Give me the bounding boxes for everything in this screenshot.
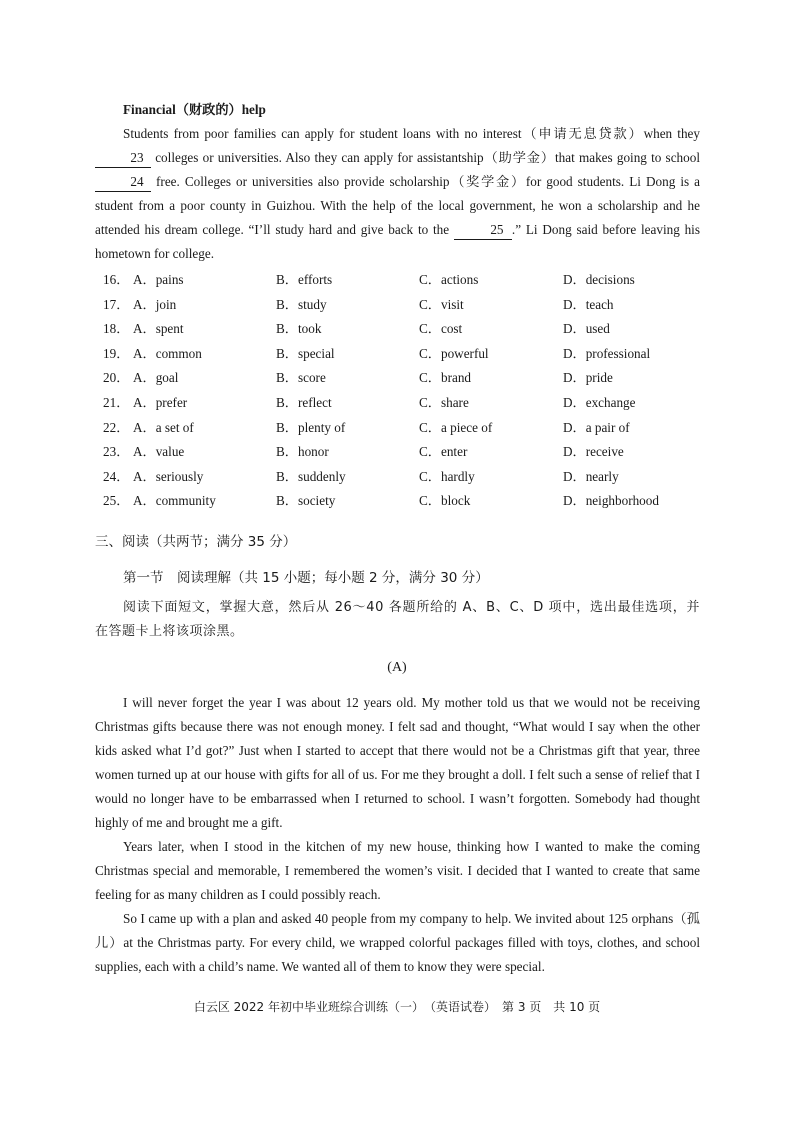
financial-paragraph xyxy=(95,122,700,266)
option-c: C．powerful xyxy=(419,345,489,361)
option-d: D．receive xyxy=(563,444,624,460)
option-d: D．a pair of xyxy=(563,419,630,435)
question-number: 24． xyxy=(103,468,130,484)
option-d: D．used xyxy=(563,321,610,337)
option-row xyxy=(103,268,703,293)
option-b: B．special xyxy=(276,345,335,361)
financial-text-2: colleges or universities. Also they can apply for assistantship（助学金）that makes going to school xyxy=(155,150,700,165)
blank-25: 25 xyxy=(454,221,512,240)
passage-paragraph: I will never forget the year I was about 12 years old. My mother told us that we would not be receiving Christmas gifts because there was not enough money. I felt sad and thought, “What would I say when the other kids asked what I’d got?” Just when I started to accept that there would not be a Christmas gift that year, three women turned up at our house with gifts for all of us. For me they brought a doll. I felt such a sense of relief that I would no longer have to be embarrassed when I returned to school. I wasn’t forgotten. Somebody had thought highly of me and brought me a gift. xyxy=(95,695,700,830)
question-number: 18． xyxy=(103,321,130,337)
option-c: C．share xyxy=(419,394,469,410)
passage-paragraph: Years later, when I stood in the kitchen of my new house, thinking how I wanted to make the coming Christmas special and memorable, I remembered the women’s visit. I decided that I wanted to create that same feeling for as many children as I could possibly reach. xyxy=(95,839,700,902)
option-d: D．exchange xyxy=(563,394,636,410)
option-d: D．neighborhood xyxy=(563,493,659,509)
option-a: A．prefer xyxy=(133,394,188,410)
option-b: B．study xyxy=(276,296,327,312)
question-number: 21． xyxy=(103,394,130,410)
option-row xyxy=(103,342,703,367)
option-c: C．cost xyxy=(419,321,463,337)
page-footer: 白云区 2022 年初中毕业班综合训练（一） （英语试卷） 第 3 页 共 10 页 xyxy=(193,1000,601,1014)
option-b: B．efforts xyxy=(276,272,333,287)
passage-label: (A) xyxy=(387,660,407,675)
question-number: 16． xyxy=(103,272,130,287)
option-b: B．society xyxy=(276,493,336,509)
option-c: C．enter xyxy=(419,444,468,460)
question-number: 17． xyxy=(103,296,130,312)
option-row xyxy=(103,366,703,391)
blank-24: 24 xyxy=(95,173,151,192)
reading-instructions: 阅读下面短文，掌握大意，然后从 26～40 各题所给的 A、B、C、D 项中，选出最佳选项，并在答题卡上将该项涂黑。 xyxy=(95,600,700,639)
option-c: C．visit xyxy=(419,296,464,312)
option-a: A．spent xyxy=(133,321,184,337)
option-b: B．suddenly xyxy=(276,468,346,484)
option-a: A．pains xyxy=(133,272,184,287)
option-c: C．brand xyxy=(419,370,472,386)
financial-text-4: .” Li Dong said before leaving his hometown for college. xyxy=(95,222,700,261)
passage-paragraph: So I came up with a plan and asked 40 people from my company to help. We invited about 125 orphans（孤儿）at the Christmas party. For every child, we wrapped colorful packages filled with toys, clothes, and school supplies, each with a child’s name. We wanted all of them to know they were special. xyxy=(95,911,700,974)
passage-body xyxy=(0,691,700,979)
option-b: B．honor xyxy=(276,444,329,460)
option-d: D．decisions xyxy=(563,272,635,287)
financial-text-1: Students from poor families can apply for student loans with no interest（申请无息贷款）when they xyxy=(123,126,700,141)
option-c: C．hardly xyxy=(419,468,475,484)
option-c: C．block xyxy=(419,493,471,509)
option-row xyxy=(103,465,703,490)
section-heading: Financial（财政的）help xyxy=(123,102,266,117)
question-number: 22． xyxy=(103,419,130,435)
option-c: C．a piece of xyxy=(419,419,493,435)
option-row xyxy=(103,391,703,416)
question-number: 25． xyxy=(103,493,130,509)
option-a: A．common xyxy=(133,345,202,361)
option-b: B．reflect xyxy=(276,394,332,410)
option-b: B．took xyxy=(276,321,322,337)
option-a: A．join xyxy=(133,296,177,312)
option-a: A．goal xyxy=(133,370,179,386)
options-list xyxy=(103,268,703,514)
option-b: B．score xyxy=(276,370,326,386)
option-row xyxy=(103,440,703,465)
option-d: D．professional xyxy=(563,345,651,361)
option-d: D．pride xyxy=(563,370,613,386)
blank-23: 23 xyxy=(95,149,151,168)
option-a: A．a set of xyxy=(133,419,194,435)
option-row xyxy=(103,317,703,342)
option-d: D．nearly xyxy=(563,468,619,484)
option-row xyxy=(103,293,703,318)
option-d: D．teach xyxy=(563,296,614,312)
question-number: 23． xyxy=(103,444,130,460)
option-c: C．actions xyxy=(419,272,479,287)
option-b: B．plenty of xyxy=(276,419,346,435)
option-row xyxy=(103,489,703,514)
question-number: 20． xyxy=(103,370,130,386)
financial-text-3: free. Colleges or universities also provide scholarship（奖学金）for good students. Li Dong is a student from a poor county in Guizhou. With the help of the local government, he won a scholarship and he attended his dream college. “I’ll study hard and give back to the xyxy=(95,174,700,237)
option-a: A．value xyxy=(133,444,185,460)
option-a: A．seriously xyxy=(133,468,204,484)
question-number: 19． xyxy=(103,345,130,361)
reading-subsection-title: 第一节 阅读理解（共 15 小题；每小题 2 分，满分 30 分） xyxy=(123,570,489,586)
option-row xyxy=(103,416,703,441)
option-a: A．community xyxy=(133,493,216,509)
reading-section-title: 三、阅读（共两节；满分 35 分） xyxy=(95,534,297,550)
